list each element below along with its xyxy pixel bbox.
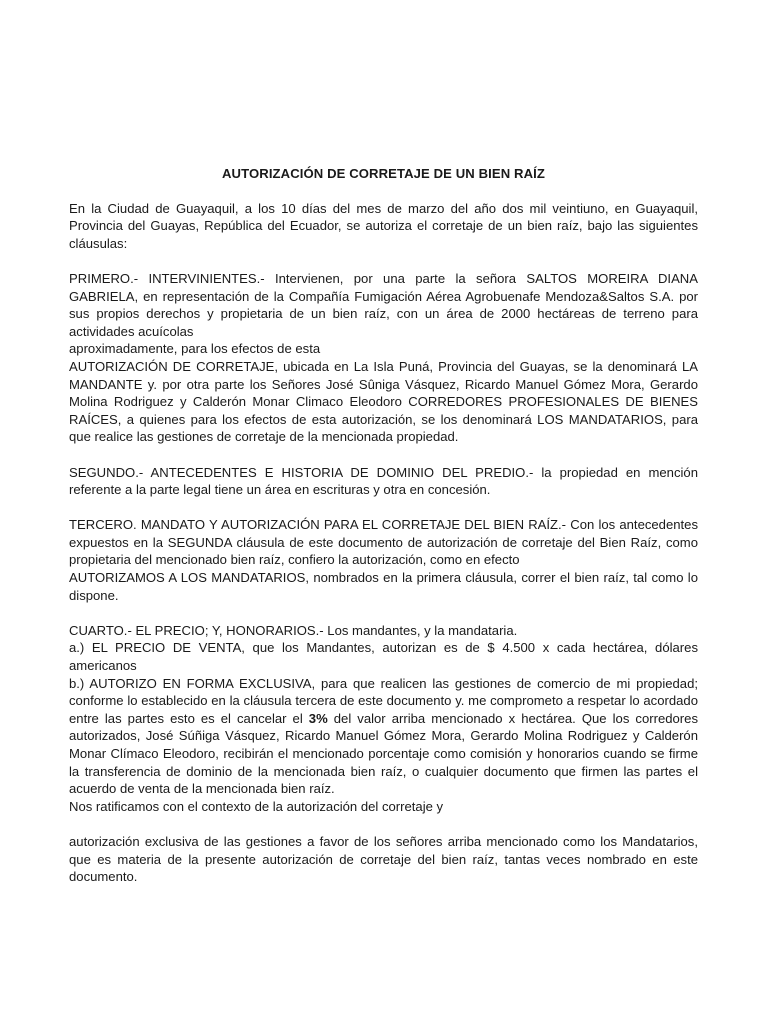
clause-primero-part1: PRIMERO.- INTERVINIENTES.- Intervienen, por una parte la señora SALTOS MOREIRA DIANA GABRIELA, en representación de la Compañía Fumigación Aérea Agrobuenafe Mendoza&Saltos S.A. por sus propios derechos y propietaria de un bien raíz, con un área de 2000 hectáreas de terreno para actividades acuícolas: [69, 270, 698, 339]
clause-cuarto-item-b-text2: del valor arriba mencionado x hectárea. Que los corredores autorizados, José Súñiga Vásquez, Ricardo Manuel Gómez Mora, Gerardo Molina Rodriguez y Calderón Monar Clímaco Eleodoro, recibirán el mencionado porcentaje como comisión y honorarios cuando se firme la transferencia de dominio de la mencionada bien raíz, o cualquier documento que firmen las partes el acuerdo de venta de la mencionada bien raíz.: [69, 710, 698, 797]
clause-cuarto-ratification: Nos ratificamos con el contexto de la autorización del corretaje y: [69, 798, 444, 814]
document-title: AUTORIZACIÓN DE CORRETAJE DE UN BIEN RAÍZ: [222, 166, 545, 181]
clause-cuarto-heading: CUARTO.- EL PRECIO; Y, HONORARIOS.- Los mandantes, y la mandataria.: [69, 622, 518, 638]
clause-cuarto-item-b: [69, 675, 698, 798]
clause-tercero-part2: AUTORIZAMOS A LOS MANDATARIOS, nombrados en la primera cláusula, correr el bien raíz, tal como lo dispone.: [69, 570, 698, 603]
clause-cuarto-item-b-text1: b.) AUTORIZO EN FORMA EXCLUSIVA, para que realicen las gestiones de comercio de mi propiedad; conforme lo establecido en la cláusula tercera de este documento y. me comprometo a respetar lo acordado entre las partes esto es el cancelar el: [69, 675, 698, 726]
intro-paragraph: En la Ciudad de Guayaquil, a los 10 días del mes de marzo del año dos mil veintiuno, en Guayaquil, Provincia del Guayas, República del Ecuador, se autoriza el corretaje de un bien raíz, bajo las siguientes cláusulas:: [69, 200, 698, 251]
commission-percentage: 3%: [308, 710, 328, 726]
clause-primero-part3: AUTORIZACIÓN DE CORRETAJE, ubicada en La Isla Puná, Provincia del Guayas, se la denominará LA MANDANTE y. por otra parte los Señores José Sûniga Vásquez, Ricardo Manuel Gómez Mora, Gerardo Molina Rodriguez y Calderón Monar Climaco Eleodoro CORREDORES PROFESIONALES DE BIENES RAÍCES, a quienes para los efectos de esta autorización, se los denominará LOS MANDATARIOS, para que realice las gestiones de corretaje de la mencionada propiedad.: [69, 358, 698, 445]
clause-tercero-part1: TERCERO. MANDATO Y AUTORIZACIÓN PARA EL CORRETAJE DEL BIEN RAÍZ.- Con los antecedentes expuestos en la SEGUNDA cláusula de este documento de autorización de corretaje del Bien Raíz, como propietaria del mencionado bien raíz, confiero la autorización, como en efecto: [69, 517, 698, 568]
closing-paragraph: autorización exclusiva de las gestiones a favor de los señores arriba mencionado como los Mandatarios, que es materia de la presente autorización de corretaje del bien raíz, tantas veces nombrado en este documento.: [69, 833, 698, 885]
clause-cuarto-item-a: a.) EL PRECIO DE VENTA, que los Mandantes, autorizan es de $ 4.500 x cada hectárea, dólares americanos: [69, 640, 698, 674]
clause-primero-part2: aproximadamente, para los efectos de esta: [69, 341, 321, 357]
document-page: [69, 165, 698, 886]
clause-segundo: SEGUNDO.- ANTECEDENTES E HISTORIA DE DOMINIO DEL PREDIO.- la propiedad en mención referente a la parte legal tiene un área en escrituras y otra en concesión.: [69, 464, 698, 498]
